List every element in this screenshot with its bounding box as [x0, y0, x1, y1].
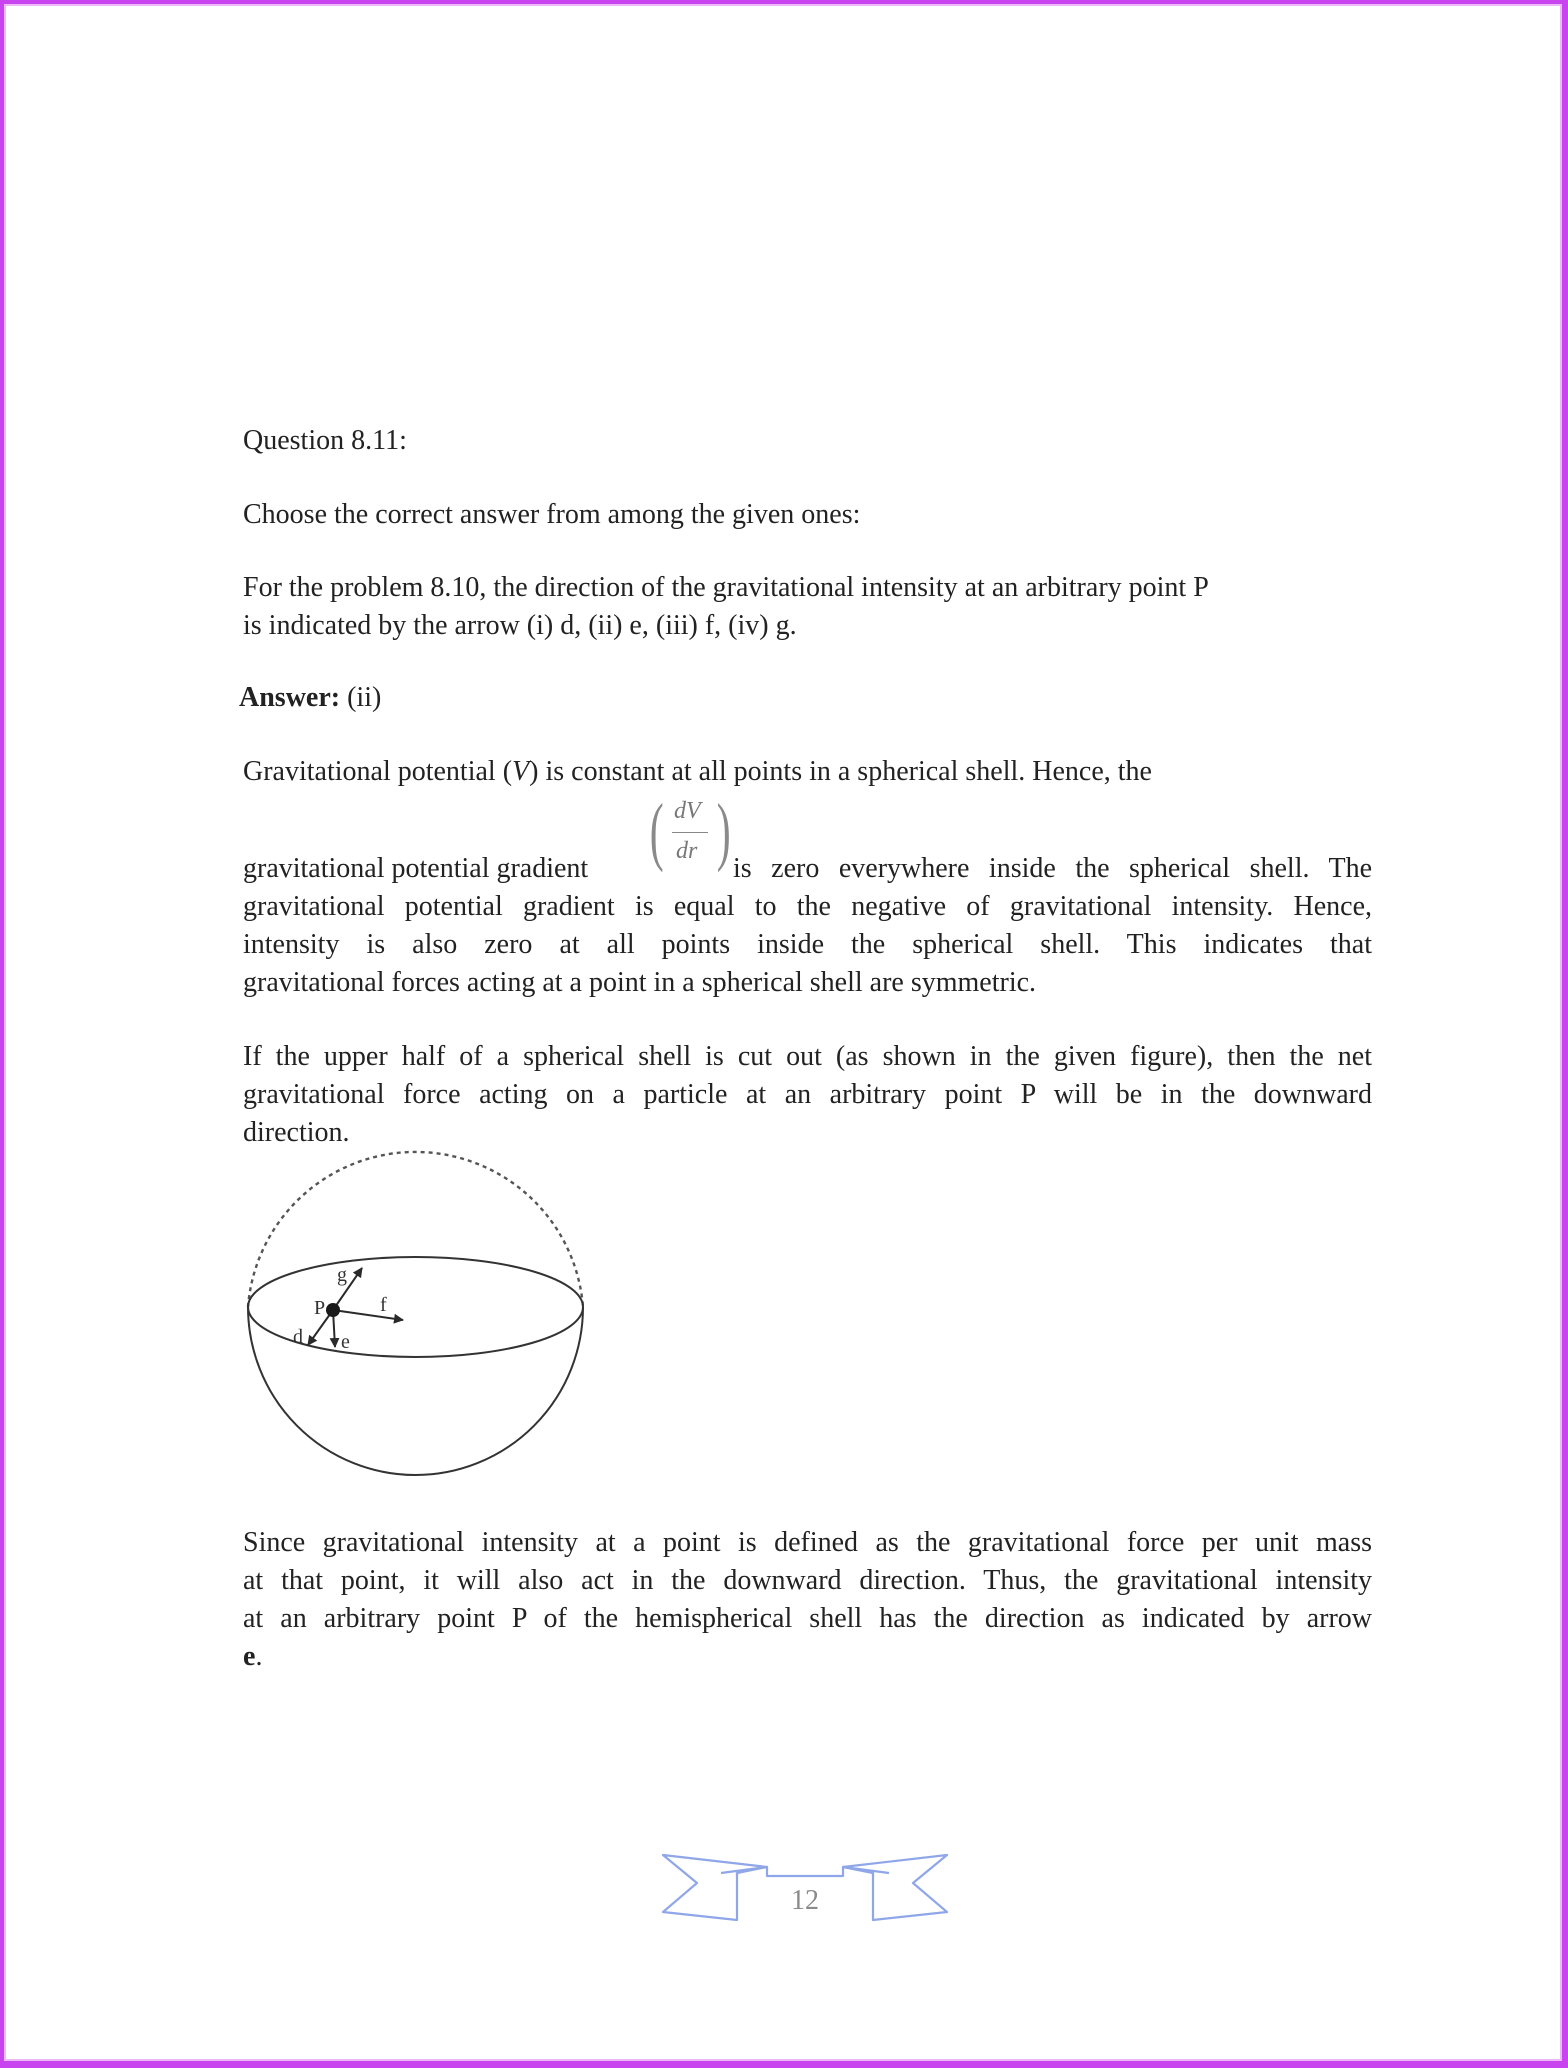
- derivative-formula: [649, 789, 731, 873]
- question-text-line-1: For the problem 8.10, the direction of the gravitational intensity at an arbitrary point P: [243, 572, 1209, 603]
- hemispherical-shell-figure: [230, 1140, 610, 1485]
- paragraph-1-line-5: gravitational forces acting at a point in a spherical shell are symmetric.: [243, 967, 1037, 998]
- answer-value: (ii): [347, 682, 382, 713]
- fraction-bar: [672, 832, 708, 833]
- point-p-dot: [326, 1303, 340, 1317]
- paragraph-3-line-1: Since gravitational intensity at a point is defined as the gravitational force per unit mass: [243, 1527, 1372, 1558]
- paragraph-1-line-2a: gravitational potential gradient: [243, 853, 589, 884]
- answer-label: Answer:: [239, 682, 341, 713]
- label-d: d: [293, 1326, 303, 1348]
- text-span: .: [255, 1641, 263, 1672]
- paragraph-1-line-3: gravitational potential gradient is equal to the negative of gravitational intensity. Hence,: [243, 891, 1372, 922]
- label-f: f: [380, 1294, 387, 1316]
- text-span: is zero everywhere inside the spherical shell. The: [733, 853, 1372, 884]
- paragraph-3-line-2: at that point, it will also act in the downward direction. Thus, the gravitational intensity: [243, 1565, 1372, 1596]
- left-paren: (: [649, 789, 664, 873]
- paragraph-2-line-3: direction.: [243, 1117, 350, 1148]
- text-span: Gravitational potential (: [243, 756, 513, 787]
- question-heading: Question 8.11:: [243, 425, 407, 456]
- label-p: P: [314, 1297, 326, 1319]
- arrow-f: [333, 1310, 403, 1320]
- question-text-line-2: is indicated by the arrow (i) d, (ii) e, (iii) f, (iv) g.: [243, 610, 797, 641]
- variable-v: V: [512, 756, 530, 787]
- paragraph-1-line-1: [243, 753, 1372, 791]
- answer-line: [239, 679, 1368, 717]
- formula-numerator: dV: [674, 798, 701, 824]
- paragraph-1-line-4: intensity is also zero at all points inside the spherical shell. This indicates that: [243, 929, 1372, 960]
- cut-away-upper-half: [248, 1152, 583, 1307]
- paragraph-3-line-3: at an arbitrary point P of the hemispherical shell has the direction as indicated by arrow: [243, 1603, 1372, 1634]
- hemisphere-bowl: [248, 1257, 583, 1475]
- page-footer-ribbon: [655, 1845, 955, 1935]
- text-span: ) is constant at all points in a spherical shell. Hence, the: [529, 756, 1152, 787]
- label-e: e: [341, 1331, 350, 1353]
- label-g: g: [337, 1264, 347, 1286]
- page-number: 12: [791, 1885, 819, 1916]
- paragraph-2-line-2: gravitational force acting on a particle at an arbitrary point P will be in the downward: [243, 1079, 1372, 1110]
- paragraph-1-line-2b: [733, 850, 1372, 888]
- arrow-e-reference: e: [243, 1641, 256, 1672]
- instruction-text: Choose the correct answer from among the given ones:: [243, 499, 861, 530]
- right-paren: ): [716, 789, 731, 873]
- paragraph-2-line-1: If the upper half of a spherical shell is cut out (as shown in the given figure), then the net: [243, 1041, 1372, 1072]
- formula-denominator: dr: [676, 838, 698, 864]
- paragraph-3-line-4: [243, 1638, 1372, 1676]
